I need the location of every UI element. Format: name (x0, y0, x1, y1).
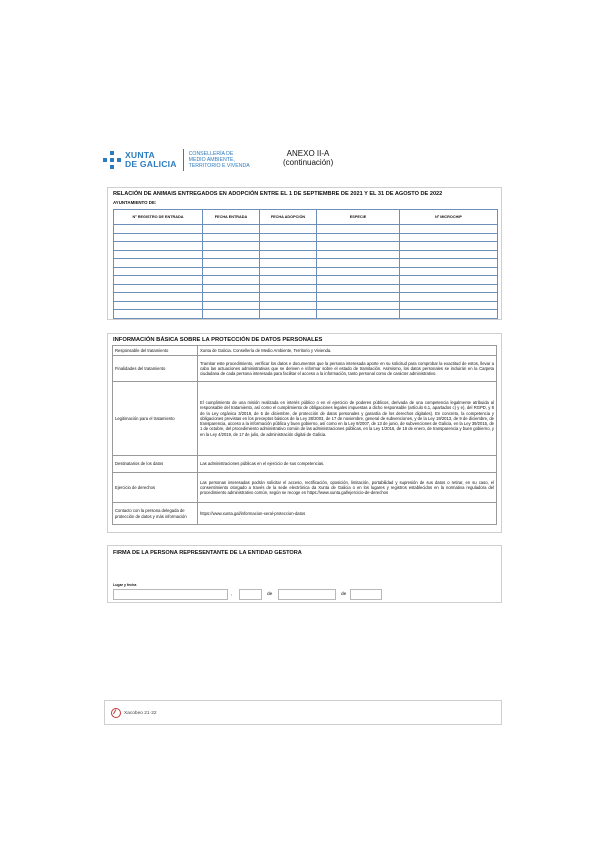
row-value: Tramitar este procedimiento, verificar los datos e documentos que la persona interesada aporte en su solicitud para comprobar la exactitud de estos, llevar a cabo las actuaciones administrativas que se deriven e informar sobre el estado de tramitación. Asimismo, los datos personales se incluirán en la Carpeta ciudadana de cada persona interesada para facilitar el acceso a la información, tanto personal como de carácter administrativo. (198, 356, 497, 382)
table-cell[interactable] (203, 250, 260, 259)
table-cell[interactable] (400, 301, 498, 310)
logo-divider (183, 149, 184, 171)
table-cell[interactable] (317, 242, 400, 251)
table-cell[interactable] (114, 293, 203, 302)
table-cell[interactable] (203, 310, 260, 319)
table-cell[interactable] (317, 259, 400, 268)
table-row (114, 267, 498, 276)
table-row (114, 293, 498, 302)
annex-subtitle: (continuación) (283, 158, 334, 167)
table-cell[interactable] (203, 293, 260, 302)
place-field[interactable] (113, 589, 228, 600)
table-row (114, 250, 498, 259)
table-row (114, 242, 498, 251)
adoption-table (113, 209, 498, 319)
table-cell[interactable] (317, 284, 400, 293)
month-field[interactable] (278, 589, 336, 600)
data-protection-table (112, 345, 497, 525)
logo-text (125, 151, 177, 169)
table-cell[interactable] (114, 225, 203, 234)
table-row (114, 284, 498, 293)
table-cell[interactable] (317, 267, 400, 276)
annex-heading (283, 149, 333, 167)
table-cell[interactable] (400, 259, 498, 268)
table-cell[interactable] (260, 259, 317, 268)
row-value: Las administraciones públicas en el ejercicio de sus competencias. (198, 456, 497, 473)
table-cell[interactable] (114, 284, 203, 293)
row-value: Las personas interesadas podrán solicitar el acceso, rectificación, oposición, limitación, portabilidad y supresión de sus datos o retirar, en su caso, el consentimiento otorgado a través de la sede electrónica da Xunta de Galicia o en los lugares y registros establecidos en la normativa reguladora del procedimiento administrativo común, según se recoge en https://www.xunta.gal/ejercicio-de-derechos (198, 473, 497, 503)
logo-sub-line2: MEDIO AMBIENTE, (188, 156, 235, 163)
table-cell[interactable] (260, 242, 317, 251)
row-key: Destinatarios de los datos (113, 456, 198, 473)
table-cell[interactable] (400, 225, 498, 234)
table-cell[interactable] (114, 259, 203, 268)
table-cell[interactable] (260, 276, 317, 285)
table-cell[interactable] (260, 284, 317, 293)
table-row (114, 276, 498, 285)
table-row (113, 473, 497, 503)
logo-line2: DE GALICIA (125, 159, 177, 169)
table-row (114, 259, 498, 268)
table-cell[interactable] (260, 267, 317, 276)
logo-line1: XUNTA (125, 150, 155, 160)
row-value: El cumplimiento de una misión realizada en interés público o en el ejercicio de poderes públicos, derivada de una competencia legalmente atribuida al responsable del tratamiento, así como el cumplimiento de obligaciones legales impuestas a dicho responsable (artículo 6.1, apartados c) y e), del RGPD, y 8 de la Ley orgánica 3/2018, de 5 de diciembre, de protección de datos personales y garantía de los derechos digitales). En concreto, la competencia y obligaciones previstas en los preceptos básicos de la Ley 38/2003, de 17 de noviembre, general de subvenciones, y de la Ley 19/2013, de 9 de diciembre, de transparencia, acceso a la información pública y buen gobierno, así como en la Ley 9/2007, de 13 de junio, de subvenciones de Galicia, en la Ley 39/2015, de 1 de octubre, del procedimiento administrativo común de las administraciones públicas, en la Ley 1/2016, de 18 de enero, de transparencia y buen gobierno, y en la Ley 4/2019, de 17 de julio, de administración digital de Galicia. (198, 382, 497, 456)
table-cell[interactable] (203, 233, 260, 242)
table-cell[interactable] (400, 284, 498, 293)
table-cell[interactable] (317, 233, 400, 242)
col-header: FECHA ADOPCIÓN (260, 210, 317, 225)
table-row (113, 356, 497, 382)
de-separator: de (267, 592, 273, 597)
table-cell[interactable] (260, 301, 317, 310)
ayuntamiento-label: AYUNTAMIENTO DE: (113, 200, 157, 205)
table-cell[interactable] (400, 250, 498, 259)
table-cell[interactable] (317, 301, 400, 310)
xacobeo-logo (111, 708, 157, 718)
table-cell[interactable] (317, 293, 400, 302)
xunta-logo (103, 148, 250, 172)
table-cell[interactable] (114, 276, 203, 285)
row-value: Xunta de Galicia. Consellería de Medio Ambiente, Territorio y Vivienda. (198, 346, 497, 356)
table-cell[interactable] (203, 284, 260, 293)
row-key: Contacto con la persona delegada de protección de datos y más información (113, 503, 198, 525)
table-row (114, 225, 498, 234)
table-cell[interactable] (260, 233, 317, 242)
day-field[interactable] (239, 589, 262, 600)
row-key: Finalidades del tratamiento (113, 356, 198, 382)
row-key: Ejercicio de derechos (113, 473, 198, 503)
data-protection-section (107, 333, 502, 533)
xacobeo-icon (111, 708, 121, 718)
table-cell[interactable] (400, 267, 498, 276)
xacobeo-label: Xacobeo 21·22 (124, 710, 157, 716)
adoption-header-row (114, 210, 498, 225)
table-row (113, 346, 497, 356)
table-cell[interactable] (317, 225, 400, 234)
table-row (114, 301, 498, 310)
table-cell[interactable] (203, 259, 260, 268)
xunta-emblem-icon (103, 151, 121, 169)
col-header: Nº REGISTRO DE ENTRADA (114, 210, 203, 225)
table-cell[interactable] (203, 225, 260, 234)
footer-box (104, 700, 502, 725)
adoption-title: RELACIÓN DE ANIMAIS ENTREGADOS EN ADOPCIÓN ENTRE EL 1 DE SEPTIEMBRE DE 2021 Y EL 31 DE AGOSTO DE 2022 (113, 191, 443, 197)
de-separator: de (341, 592, 347, 597)
table-row (114, 233, 498, 242)
logo-sub-line3: TERRITORIO E VIVENDA (188, 163, 250, 170)
table-cell[interactable] (400, 310, 498, 319)
row-key: Responsable del tratamiento (113, 346, 198, 356)
table-cell[interactable] (400, 233, 498, 242)
table-cell[interactable] (114, 233, 203, 242)
logo-sub-line1: CONSELLERÍA DE (188, 150, 234, 157)
table-cell[interactable] (260, 225, 317, 234)
table-cell[interactable] (317, 250, 400, 259)
table-cell[interactable] (260, 250, 317, 259)
table-row (113, 382, 497, 456)
table-cell[interactable] (114, 310, 203, 319)
table-cell[interactable] (114, 267, 203, 276)
signature-title: FIRMA DE LA PERSONA REPRESENTANTE DE LA ENTIDAD GESTORA (113, 550, 302, 556)
table-row (113, 503, 497, 525)
row-key: Legitimación para el tratamiento (113, 382, 198, 456)
place-date-label: Lugar y fecha (113, 583, 137, 587)
table-cell[interactable] (400, 242, 498, 251)
table-row (113, 456, 497, 473)
table-cell[interactable] (260, 293, 317, 302)
comma-separator: , (231, 592, 233, 597)
table-cell[interactable] (400, 293, 498, 302)
signature-section (107, 545, 502, 603)
table-cell[interactable] (400, 276, 498, 285)
col-header: FECHA ENTRADA (203, 210, 260, 225)
table-cell[interactable] (317, 310, 400, 319)
col-header: Nº MICROCHIP (400, 210, 498, 225)
row-value: https://www.xunta.gal/informacion-xeral-proteccion-datos (198, 503, 497, 525)
table-cell[interactable] (260, 310, 317, 319)
col-header: ESPECIE (317, 210, 400, 225)
annex-title: ANEXO II-A (286, 149, 330, 158)
adoption-section (107, 187, 502, 320)
table-cell[interactable] (203, 267, 260, 276)
table-cell[interactable] (203, 242, 260, 251)
table-cell[interactable] (114, 242, 203, 251)
table-row (114, 310, 498, 319)
table-cell[interactable] (317, 276, 400, 285)
table-cell[interactable] (114, 301, 203, 310)
table-cell[interactable] (203, 276, 260, 285)
table-cell[interactable] (114, 250, 203, 259)
year-field[interactable] (350, 589, 382, 600)
consellería-name (189, 151, 250, 170)
table-cell[interactable] (203, 301, 260, 310)
data-protection-title: INFORMACIÓN BÁSICA SOBRE LA PROTECCIÓN DE DATOS PERSONALES (113, 337, 323, 343)
